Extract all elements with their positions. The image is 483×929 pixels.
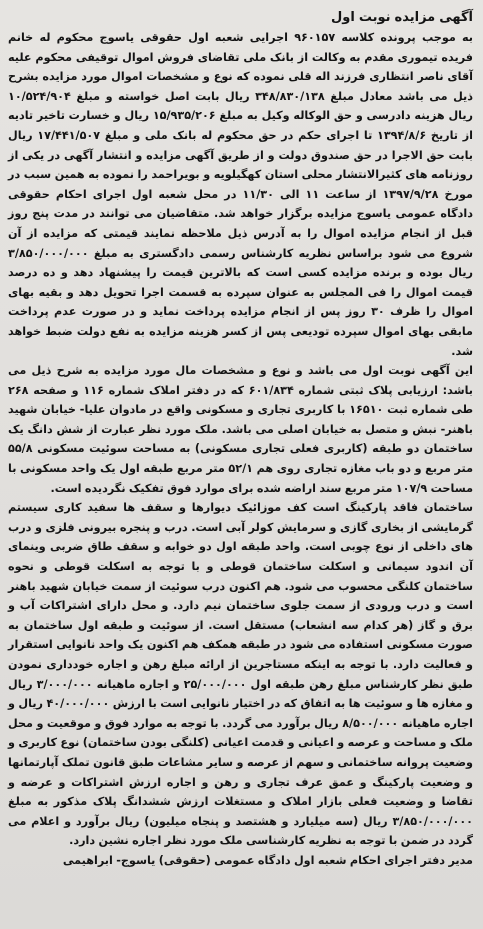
notice-paragraph-1: به موجب پرونده کلاسه ۹۶۰۱۵۷ اجرایی شعبه اول حقوقی یاسوج محکوم له خانم فریده تیموری مقدم به وکالت از بانک ملی تقاضای فروش اموال توقیفی محکوم علیه آقای ناصر انتظاری فرزند اله قلی نموده که نوع و مشخصات اموال مورد مزایده بشرح ذیل می باشد معادل مبلغ ۳۴۸/۸۳۰/۱۳۸ ریال بابت اصل خواسته و مبلغ ۱۰/۵۲۴/۹۰۴ ریال هزینه دادرسی و حق الوکاله وکیل به مبلغ ۱۵/۹۳۵/۲۰۶ ریال و خسارت تاخیر تادیه از تاریخ ۱۳۹۴/۸/۶ تا اجرای حکم در حق محکوم له بانک ملی و مبلغ ۱۷/۴۴۱/۵۰۷ ریال بابت حق الاجرا در حق صندوق دولت و از طریق آگهی مزایده و انتشار آگهی در یکی از روزنامه های کثیرالانتشار محلی استان کهگیلویه و بویراحمد را نموده به همین سبب در مورخ ۱۳۹۷/۹/۲۸ از ساعت ۱۱ الی ۱۱/۳۰ در محل شعبه اول اجرای احکام حقوقی دادگاه عمومی یاسوج مزایده برگزار خواهد شد. متقاضیان می توانند در مدت پنج روز قبل از انجام مزایده اموال را به آدرس ذیل ملاحظه نمایند قیمتی که مزایده از آن شروع می شود براساس نظریه کارشناس رسمی دادگستری به مبلغ ۳/۸۵۰/۰۰۰/۰۰۰ ریال بوده و برنده مزایده کسی است که بالاترین قیمت را پیشنهاد دهد و ده درصد قیمت اموال را فی المجلس به عنوان سپرده به قسمت اجرا تحویل دهد و بقیه بهای اموال را ظرف ۳۰ روز پس از انجام مزایده پرداخت نماید و در صورت عدم پرداخت مابقی بهای اموال سپرده تودیعی پس از کسر هزینه مزایده به نفع دولت ضبط خواهد شد. xyxy=(8,31,474,358)
auction-notice-column xyxy=(8,8,473,923)
notice-signature: مدیر دفتر اجرای احکام شعبه اول دادگاه عمومی (حقوقی) یاسوج- ابراهیمی xyxy=(62,853,473,867)
notice-paragraph-2: این آگهی نوبت اول می باشد و نوع و مشخصات مال مورد مزایده به شرح ذیل می باشد: ارزیابی پلاک ثبتی شماره ۶۰۱/۸۳۴ که در دفتر املاک شماره ۱۱۶ و صفحه ۲۶۸ طی شماره ثبت ۱۶۵۱۰ با کاربری تجاری و مسکونی واقع در مادوان علیا- خیابان شهید باهنر- نبش و متصل به خیابان اصلی می باشد. ملک مورد نظر عبارت از شش دانگ یک ساختمان دو طبقه (کاربری فعلی تجاری مسکونی) به مساحت سوئیت مسکونی ۵۵/۸ متر مربع و دو باب مغازه تجاری روی هم ۵۲/۱ متر مربع طبقه اول یک واحد مسکونی با مساحت ۱۰۷/۹ متر مربع سند اراضه شده برای موارد فوق تفکیک نگردیده است. xyxy=(8,364,474,495)
notice-paragraph-3: ساختمان فاقد پارکینگ است کف موزائیک دیوارها و سقف ها سفید کاری سیستم گرمایشی از بخاری گازی و سرمایش کولر آبی است. درب و پنجره بیرونی فلزی و درب های داخلی از نوع چوبی است. واحد طبقه اول دو خوابه و سقف طاق ضربی وینمای آن اندود سیمانی و اسکلت ساختمان قوطی و با توجه به اسکلت قوطی و نحوه ساختمان کلنگی محسوب می شود. هم اکنون درب سوئیت از سمت خیابان شهید باهنر است و درب ورودی از سمت جلوی ساختمان نیم دارد. و محل دارای اشتراکات آب و برق و گاز (هر کدام سه انشعاب) مستقل است. از سوئیت و طبقه اول ساختمان به صورت مسکونی استفاده می شود در طبقه همکف هم اکنون یک واحد نانوایی استقرار و فعالیت دارد. با توجه به اینکه مستاجرین از ارائه مبلغ رهن و اجاره خودداری نمودن طبق نظر کارشناس مبلغ رهن طبقه اول ۲۵/۰۰۰/۰۰۰ و اجاره ماهیانه ۳/۰۰۰/۰۰۰ ریال و مغازه ها و سوئیت ها به اتفاق که در اختیار نانوایی است با ارزش ۴۰/۰۰۰/۰۰۰ ریال و اجاره ماهیانه ۸/۵۰۰/۰۰۰ ریال برآورد می گردد. با توجه به موارد فوق و موقعیت و محل ملک و مساحت و عرصه و اعیانی و قدمت اعیانی (کلنگی بودن ساختمان) نوع کاربری و وضعیت پروانه ساختمانی و سهم از عرصه و سایر مشاعات طبق قانون تملک آپارتمانها و وضعیت پارکینگ و عمق عرف تجاری و رهن و اجاره ارزش اشتراکات و عرضه و تقاضا و وضعیت فعلی بازار املاک و مستغلات ارزش ششدانگ پلاک مذکور به مبلغ ۳/۸۵۰/۰۰۰/۰۰۰ ریال (سه میلیارد و هشتصد و پنجاه میلیون) ریال برآورد و اعلام می گردد در ضمن با توجه به نظریه کارشناسی ملک مورد نظر اجاره نشین دارد. xyxy=(8,501,473,848)
notice-title: آگهی مزایده نوبت اول xyxy=(331,10,473,25)
